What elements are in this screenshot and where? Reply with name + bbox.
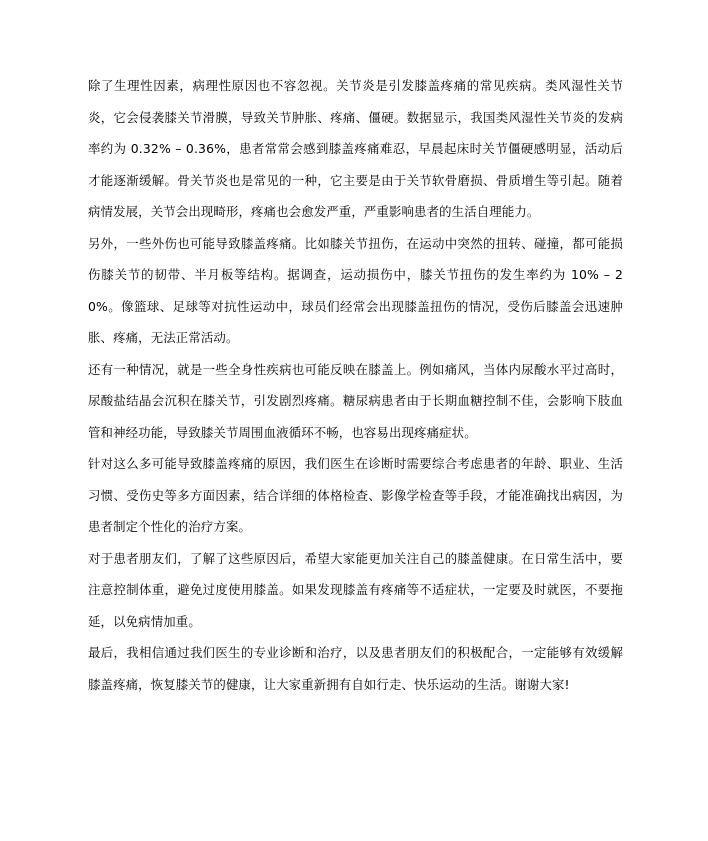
document-body bbox=[88, 70, 623, 700]
paragraph: 另外，一些外伤也可能导致膝盖疼痛。比如膝关节扭伤，在运动中突然的扭转、碰撞，都可能损伤膝关节的韧带、半月板等结构。据调查，运动损伤中，膝关节扭伤的发生率约为 10% – 20%。像篮球、足球等对抗性运动中，球员们经常会出现膝盖扭伤的情况，受伤后膝盖会迅速肿胀、疼痛，无法正常活动。 bbox=[88, 235, 623, 345]
paragraph: 除了生理性因素，病理性原因也不容忽视。关节炎是引发膝盖疼痛的常见疾病。类风湿性关节炎，它会侵袭膝关节滑膜，导致关节肿胀、疼痛、僵硬。数据显示，我国类风湿性关节炎的发病率约为 0.32% – 0.36%，患者常常会感到膝盖疼痛难忍，早晨起床时关节僵硬感明显，活动后才能逐渐缓解。骨关节炎也是常见的一种，它主要是由于关节软骨磨损、骨质增生等引起。随着病情发展，关节会出现畸形，疼痛也会愈发严重，严重影响患者的生活自理能力。 bbox=[88, 78, 623, 219]
paragraph: 对于患者朋友们，了解了这些原因后，希望大家能更加关注自己的膝盖健康。在日常生活中，要注意控制体重，避免过度使用膝盖。如果发现膝盖有疼痛等不适症状，一定要及时就医，不要拖延，以免病情加重。 bbox=[88, 550, 623, 629]
paragraph: 针对这么多可能导致膝盖疼痛的原因，我们医生在诊断时需要综合考虑患者的年龄、职业、生活习惯、受伤史等多方面因素，结合详细的体格检查、影像学检查等手段，才能准确找出病因，为患者制定个性化的治疗方案。 bbox=[88, 456, 623, 534]
paragraph: 最后，我相信通过我们医生的专业诊断和治疗，以及患者朋友们的积极配合，一定能够有效缓解膝盖疼痛，恢复膝关节的健康，让大家重新拥有自如行走、快乐运动的生活。谢谢大家! bbox=[88, 645, 623, 692]
paragraph: 还有一种情况，就是一些全身性疾病也可能反映在膝盖上。例如痛风，当体内尿酸水平过高时，尿酸盐结晶会沉积在膝关节，引发剧烈疼痛。糖尿病患者由于长期血糖控制不佳，会影响下肢血管和神经功能，导致膝关节周围血液循环不畅，也容易出现疼痛症状。 bbox=[88, 361, 623, 440]
